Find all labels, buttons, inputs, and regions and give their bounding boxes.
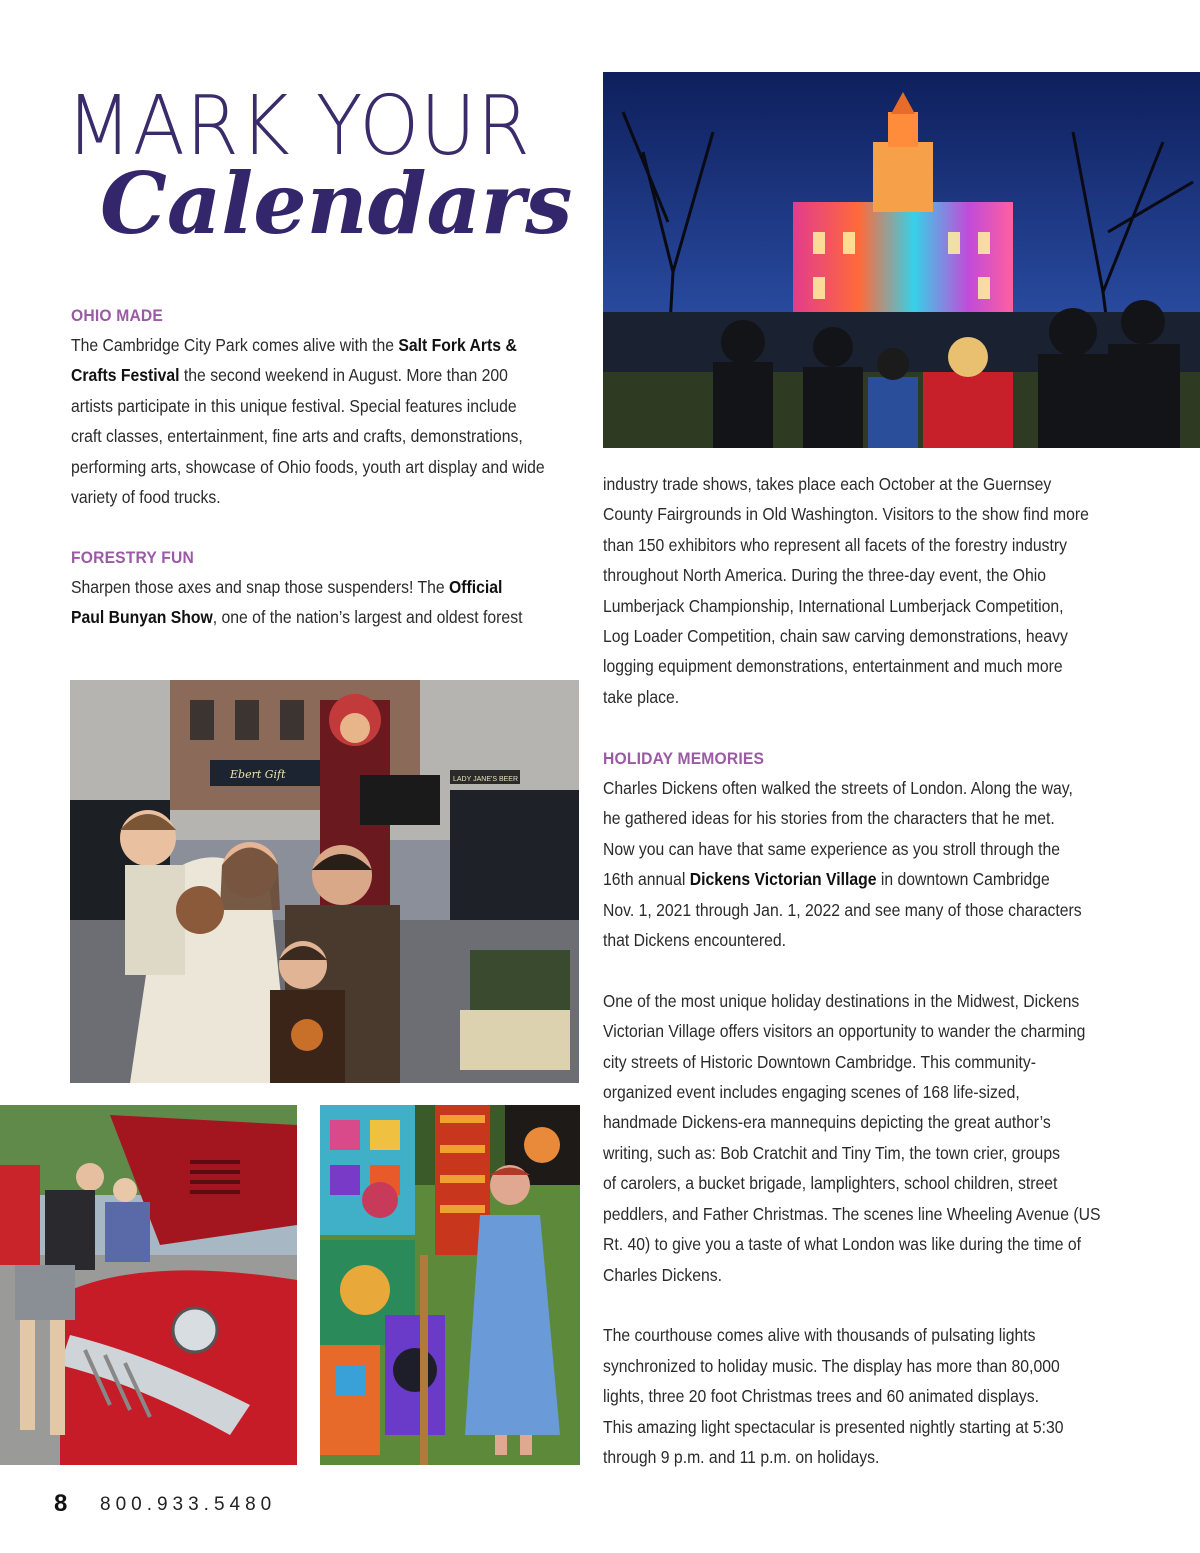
- bold-text: Dickens Victorian Village: [689, 869, 877, 890]
- text-line: [603, 499, 1125, 529]
- holiday-memories-body: [603, 773, 1125, 1472]
- dickens-village-family-photo: [70, 680, 579, 1083]
- shop-sign-text: Ebert Gift: [230, 768, 286, 781]
- text-run: variety of food trucks.: [71, 487, 221, 508]
- quilt-display-photo: [320, 1105, 580, 1465]
- text-line: [603, 591, 1125, 621]
- text-run: handmade Dickens-era mannequins depicting the great author’s: [603, 1112, 1051, 1133]
- text-run: The Cambridge City Park comes alive with the: [71, 335, 399, 355]
- text-line: [603, 1442, 1125, 1472]
- text-line: [603, 925, 1125, 955]
- bold-text: Paul Bunyan Show: [71, 607, 213, 628]
- ohio-made-heading: OHIO MADE: [71, 306, 164, 325]
- text-run: city streets of Historic Downtown Cambridge. This community-: [603, 1051, 1036, 1072]
- text-run: writing, such as: Bob Cratchit and Tiny Tim, the town crier, groups: [603, 1142, 1060, 1163]
- text-run: Charles Dickens.: [603, 1264, 723, 1285]
- text-run: peddlers, and Father Christmas. The scenes line Wheeling Avenue (US: [603, 1203, 1101, 1224]
- text-line: [603, 773, 1125, 803]
- text-run: Lumberjack Championship, International Lumberjack Competition,: [603, 595, 1064, 616]
- text-run: Rt. 40) to give you a taste of what London was like during the time of: [603, 1234, 1082, 1255]
- text-line: [603, 651, 1125, 681]
- text-run: he gathered ideas for his stories from the characters that he met.: [603, 808, 1055, 829]
- text-run: The courthouse comes alive with thousands of pulsating lights: [603, 1325, 1036, 1346]
- text-line: [71, 602, 575, 632]
- text-run: This amazing light spectacular is presented nightly starting at 5:30: [603, 1416, 1064, 1437]
- text-line: [71, 360, 575, 390]
- text-run: performing arts, showcase of Ohio foods, youth art display and wide: [71, 456, 545, 477]
- text-run: throughout North America. During the three-day event, the Ohio: [603, 565, 1047, 586]
- text-line: [603, 1199, 1125, 1229]
- classic-car-show-photo: [0, 1105, 297, 1465]
- text-run: lights, three 20 foot Christmas trees and 60 animated displays.: [603, 1386, 1039, 1407]
- text-line: [603, 955, 1125, 985]
- text-run: Nov. 1, 2021 through Jan. 1, 2022 and see many of those characters: [603, 899, 1082, 920]
- text-line: [603, 803, 1125, 833]
- text-line: [603, 1138, 1125, 1168]
- text-run: industry trade shows, takes place each October at the Guernsey: [603, 474, 1052, 494]
- text-run: Now you can have that same experience as you stroll through the: [603, 838, 1061, 859]
- text-run: of carolers, a bucket brigade, lamplighters, school children, street: [603, 1173, 1058, 1194]
- bold-text: Salt Fork Arts &: [398, 335, 517, 355]
- text-run: organized event includes engaging scenes of 168 life-sized,: [603, 1082, 1020, 1103]
- courthouse-lights-photo: [603, 72, 1200, 448]
- bold-text: Crafts Festival: [71, 365, 180, 386]
- text-line: [603, 560, 1125, 590]
- text-run: through 9 p.m. and 11 p.m. on holidays.: [603, 1446, 880, 1467]
- text-line: [71, 391, 575, 421]
- page-number: 8: [54, 1490, 68, 1517]
- text-line: [603, 1412, 1125, 1442]
- text-line: [603, 682, 1125, 712]
- text-run: in downtown Cambridge: [876, 869, 1050, 890]
- text-run: Victorian Village offers visitors an opportunity to wander the charming: [603, 1021, 1086, 1042]
- text-run: the second weekend in August. More than 200: [179, 365, 508, 386]
- text-line: [603, 895, 1125, 925]
- forestry-fun-body: [71, 572, 575, 633]
- text-run: take place.: [603, 686, 680, 707]
- ohio-made-body: [71, 330, 575, 512]
- text-run: synchronized to holiday music. The display has more than 80,000: [603, 1355, 1060, 1376]
- text-line: [603, 1260, 1125, 1290]
- text-line: [71, 452, 575, 482]
- text-line: [603, 1381, 1125, 1411]
- phone-number: 800.933.5480: [100, 1494, 277, 1515]
- text-line: [603, 834, 1125, 864]
- text-run: artists participate in this unique festival. Special features include: [71, 395, 517, 416]
- text-line: [603, 1351, 1125, 1381]
- text-line: [603, 1168, 1125, 1198]
- text-run: that Dickens encountered.: [603, 930, 786, 951]
- text-line: [603, 1047, 1125, 1077]
- text-line: [71, 572, 575, 602]
- title-calendars: Calendars: [100, 154, 573, 253]
- text-line: [603, 1016, 1125, 1046]
- text-run: than 150 exhibitors who represent all facets of the forestry industry: [603, 534, 1068, 555]
- text-line: [603, 1229, 1125, 1259]
- text-run: One of the most unique holiday destinations in the Midwest, Dickens: [603, 990, 1080, 1011]
- text-line: [71, 421, 575, 451]
- text-run: logging equipment demonstrations, entertainment and much more: [603, 656, 1063, 677]
- text-line: [603, 621, 1125, 651]
- text-line: [603, 864, 1125, 894]
- text-run: craft classes, entertainment, fine arts and crafts, demonstrations,: [71, 426, 523, 447]
- text-line: [603, 1077, 1125, 1107]
- title-mark-your: MARK YOUR: [66, 79, 531, 174]
- text-line: [603, 530, 1125, 560]
- forestry-fun-continued: [603, 469, 1125, 712]
- bold-text: Official: [448, 577, 503, 597]
- text-line: [603, 1320, 1125, 1350]
- text-run: Log Loader Competition, chain saw carving demonstrations, heavy: [603, 626, 1068, 647]
- text-run: 16th annual: [603, 869, 690, 890]
- text-run: County Fairgrounds in Old Washington. Visitors to the show find more: [603, 504, 1089, 525]
- shop-sign-text-2: LADY JANE'S BEER: [453, 776, 519, 783]
- forestry-fun-heading: FORESTRY FUN: [71, 548, 194, 567]
- text-run: Charles Dickens often walked the streets of London. Along the way,: [603, 778, 1073, 798]
- text-line: [603, 1107, 1125, 1137]
- text-run: Sharpen those axes and snap those suspenders! The: [71, 577, 449, 597]
- text-line: [603, 986, 1125, 1016]
- text-line: [71, 330, 575, 360]
- text-line: [71, 482, 575, 512]
- text-line: [603, 1290, 1125, 1320]
- holiday-memories-heading: HOLIDAY MEMORIES: [603, 749, 765, 768]
- text-line: [603, 469, 1125, 499]
- text-run: , one of the nation’s largest and oldest forest: [212, 607, 523, 628]
